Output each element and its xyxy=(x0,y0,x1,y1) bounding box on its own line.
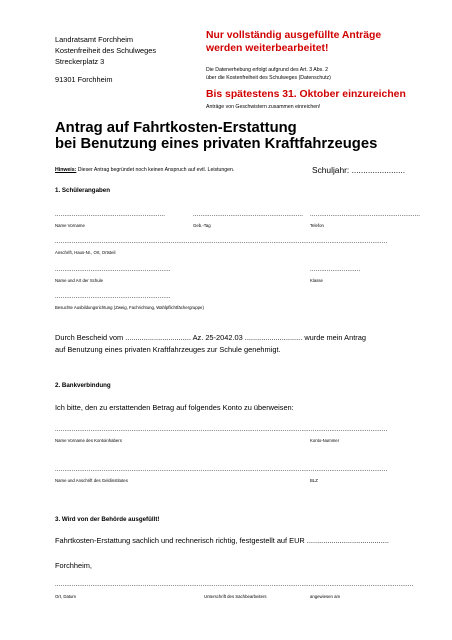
schuljahr-field[interactable]: Schuljahr: ....................... xyxy=(312,165,406,175)
account-holder-field[interactable]: .................................................................................................................................................................................. xyxy=(55,427,388,433)
sender-city: 91301 Forchheim xyxy=(55,75,113,84)
section-1-heading: 1. Schülerangaben xyxy=(55,187,111,194)
bank-request-text: Ich bitte, den zu erstattenden Betrag auf folgendes Konto zu überweisen: xyxy=(55,403,294,412)
hint-label: Hinweis: xyxy=(55,167,77,173)
account-number-label: Konto-Nummer xyxy=(310,438,340,443)
school-field[interactable]: .............................................................. xyxy=(55,267,171,273)
training-field[interactable]: .............................................................. xyxy=(55,294,171,300)
hint-text xyxy=(55,167,234,173)
signature-line[interactable]: ................................................................................................................................................................................................ xyxy=(55,582,414,588)
place-text: Forchheim, xyxy=(55,561,92,570)
section-3-heading: 3. Wird von der Behörde ausgefüllt! xyxy=(55,516,160,523)
notice-headline: Nur vollständig ausgefüllte Anträge xyxy=(206,30,382,41)
account-holder-label: Name Vorname des Kontoinhabers xyxy=(55,438,122,443)
decree-line-2: auf Benutzung eines privaten Kraftfahrzeuges zur Schule genehmigt. xyxy=(55,345,281,354)
blz-label: BLZ xyxy=(310,478,318,483)
class-label: Klasse xyxy=(310,278,323,283)
school-label: Name und Art der Schule xyxy=(55,278,104,283)
address-label: Anschrift, Haus-Nr., Ort, Ortsteil xyxy=(55,250,116,255)
address-field[interactable]: .................................................................................................................................................................................. xyxy=(55,239,388,245)
birthdate-label: Geb.-Tag xyxy=(193,223,211,228)
deadline-notice: Bis spätestens 31. Oktober einzureichen xyxy=(206,89,406,100)
phone-field[interactable]: ........................................................... xyxy=(310,212,421,218)
signature-label: Unterschrift des Sachbearbeiters xyxy=(204,594,267,599)
privacy-note-2: über die Kostenfreiheit des Schulweges (Datenschutz) xyxy=(206,75,331,81)
name-label: Name Vorname xyxy=(55,223,85,228)
sender-authority: Landratsamt Forchheim xyxy=(55,35,134,44)
name-field[interactable]: ........................................................... xyxy=(55,212,166,218)
bank-field[interactable]: .................................................................................................................................................................................. xyxy=(55,467,388,473)
phone-label: Telefon xyxy=(310,223,324,228)
class-field[interactable]: ........................... xyxy=(310,267,361,273)
assigned-label: angewiesen am xyxy=(310,594,341,599)
form-title: Antrag auf Fahrtkosten-Erstattung xyxy=(55,120,297,136)
date-label: Ort, Datum xyxy=(55,594,77,599)
authority-statement: Fahrtkosten-Erstattung sachlich und rechnerisch richtig, festgestellt auf EUR ........................................ xyxy=(55,536,389,545)
notice-headline-2: werden weiterbearbeitet! xyxy=(206,43,329,54)
hint-body: Dieser Antrag begründet noch keinen Anspruch auf evtl. Leistungen. xyxy=(76,167,235,173)
form-subtitle: bei Benutzung eines privaten Kraftfahrzeuges xyxy=(55,136,378,152)
sender-department: Kostenfreiheit des Schulweges xyxy=(55,46,157,55)
siblings-note: Anträge von Geschwistern zusammen einreichen! xyxy=(206,104,321,110)
bank-label: Name und Anschrift des Geldinstitutes xyxy=(55,478,128,483)
decree-line: Durch Bescheid vom ................................ Az. 25-2042.03 ............................ wurde mein Antrag xyxy=(55,333,366,342)
section-2-heading: 2. Bankverbindung xyxy=(55,382,111,389)
training-label: Besuchte Ausbildungsrichtung (Zweig, Fachrichtung, Wahlpflichtfächergruppe) xyxy=(55,305,204,310)
privacy-note: Die Datenerhebung erfolgt aufgrund des Art. 3 Abs. 2 xyxy=(206,67,328,73)
sender-street: Streckerplatz 3 xyxy=(55,57,105,66)
birthdate-field[interactable]: ........................................................... xyxy=(193,212,304,218)
